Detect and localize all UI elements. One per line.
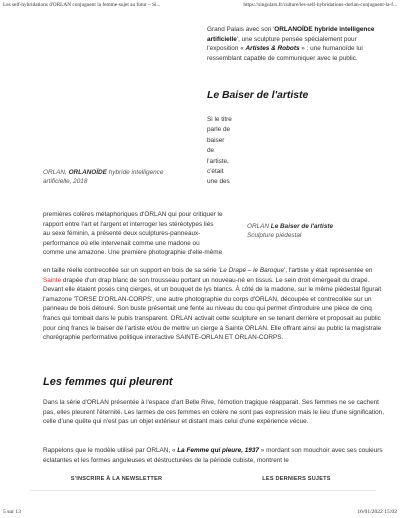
newsletter-link[interactable]: S'INSCRIRE À LA NEWSLETTER: [70, 476, 163, 482]
print-datetime: 16/01/2022 15:02: [357, 509, 397, 515]
sainte-link[interactable]: Sainte: [43, 276, 62, 284]
print-footer: [0, 508, 400, 518]
intro-paragraph: Grand Palais avec son 'ORLANOÏDE hybride intelligence artificielle', une sculpture pensée spécialement pour l'exposition « Artistes & Robots » : une humanoïde lui ressemblant capable de communiquer avec le public.: [207, 26, 375, 62]
print-page-url: https://singulars.fr/culture/les-self-hybridations-dorlan-conjuguent-la-f...: [243, 2, 397, 8]
footer-divider: [30, 490, 376, 491]
print-header: [0, 0, 400, 10]
image-caption-baiser: ORLAN Le Baiser de l'artiste Sculpture piédestal: [247, 223, 334, 240]
footer-links-bar: [30, 476, 376, 500]
narrow-text-column: Si le titre parle de baiser de l'artiste, c'était une des: [207, 116, 232, 186]
sculpture-title: ORLANOÏDE hybride intelligence artificielle: [207, 26, 375, 43]
print-page-title: Les self-hybridations d'ORLAN conjuguent la femme-sujet au futur – Si...: [3, 2, 161, 8]
print-page-number: 5 sur 13: [3, 509, 22, 515]
latest-articles-link[interactable]: LES DERNIERS SUJETS: [262, 476, 331, 482]
section-heading-femmes: Les femmes qui pleurent: [43, 376, 173, 388]
body-paragraph-4: Rappelons que le modèle utilisé par ORLAN, « La Femme qui pleure, 1937 » mordant son mouchoir avec ses couleurs éclatantes et les formes anguleuses et déstructurées de la période cubiste, montrent le: [43, 447, 383, 464]
body-paragraph-1: premières colères métaphoriques d'ORLAN qui pour critiquer le rapport entre l'art et l'argent et interroger les stéréotypes liés au sexe féminin, a présenté deux sculptures-panneaux- performance où elle intervenait comme une madone ou comme une amazone. Une première photographie d'elle-même: [43, 211, 223, 257]
section-heading-baiser: Le Baiser de l'artiste: [207, 90, 309, 101]
exhibition-title: Artistes & Robots: [245, 45, 300, 53]
body-paragraph-3: Dans la série d'ORLAN présentée à l'espace d'art Belle Rive, l'émotion tragique réapparait. Ses femmes ne se cachent pas, elles pleurent l'éternité. Les larmes de ces femmes en colère ne sont pas expression mais le lieu d'une signification, celle d'une quête qui n'est pas un objet extérieur et distant mais celui d'une expérience vécue.: [43, 399, 384, 426]
body-paragraph-2: en taille réelle contrecollée sur un support en bois de sa série 'Le Drapé – le Baroque', l'artiste y était représentée en Sainte drapée d'un drap blanc de son trousseau portant un nouveau-né en tissus. Le sein droit émergeait du drapé. Devant elle étaient posés cinq cierges, et un bouquet de lys blancs. À côté de la madone, sur le même piédestal figurait l'amazone 'TORSE D'ORLAN-CORPS', une autre photographie du corps d'ORLAN, découpée et contrecollée sur un panneau de bois détouré. Son buste présentait une fente au niveau du cou qui permet d'introduire une pièce de cinq francs qui tombait dans le pubis transparent. ORLAN activait cette sculpture en se tenant derrière et proposait au public pour cinq francs le baiser de l'artiste et/ou de mettre un cierge à Sainte ORLAN. Elle offrant ainsi au public la magistrale chorégraphie performative politique interactive SAINTE-ORLAN ET ORLAN-CORPS.: [43, 267, 382, 342]
image-caption-orlanoide: ORLAN, ORLANOÏDE hybride intelligence artificielle, 2018: [43, 169, 164, 186]
